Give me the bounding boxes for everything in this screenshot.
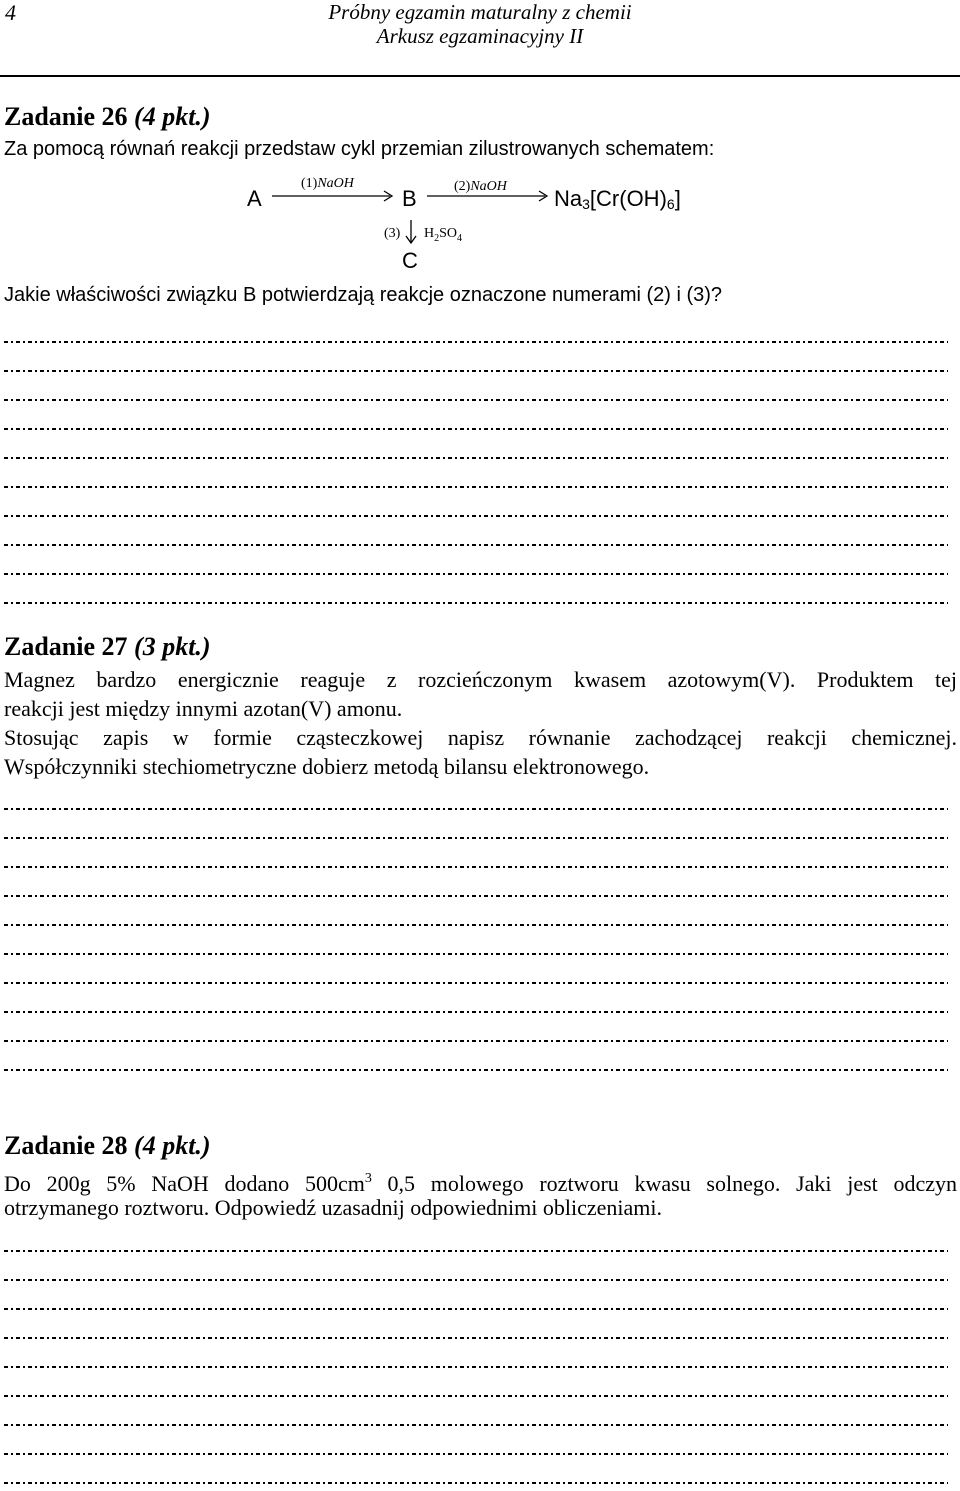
- answer-line[interactable]: [4, 866, 948, 868]
- answer-line[interactable]: [4, 544, 948, 546]
- task26-intro: Za pomocą równań reakcji przedstaw cykl przemian zilustrowanych schematem:: [4, 138, 715, 160]
- answer-line[interactable]: [4, 457, 948, 459]
- answer-line[interactable]: [4, 602, 948, 604]
- answer-line[interactable]: [4, 341, 948, 343]
- answer-line[interactable]: [4, 1250, 948, 1252]
- arrow-2-label: (2)NaOH: [454, 179, 507, 194]
- arrow-3-number: (3): [384, 226, 401, 241]
- answer-line[interactable]: [4, 808, 948, 810]
- task28-line-2: otrzymanego roztworu. Odpowiedź uzasadnij odpowiednimi obliczeniami.: [4, 1195, 662, 1220]
- answer-line[interactable]: [4, 1453, 948, 1455]
- answer-line[interactable]: [4, 1040, 948, 1042]
- answer-line[interactable]: [4, 1279, 948, 1281]
- arrow-3-icon: [403, 220, 419, 246]
- answer-line[interactable]: [4, 428, 948, 430]
- scheme-node-b: B: [402, 186, 417, 211]
- answer-line[interactable]: [4, 1424, 948, 1426]
- exam-title: Próbny egzamin maturalny z chemii: [328, 0, 632, 24]
- header-divider: [0, 75, 960, 77]
- task27-line-3: Stosując zapis w formie cząsteczkowej napisz równanie zachodzącej reakcji chemicznej.: [4, 725, 957, 750]
- answer-line[interactable]: [4, 399, 948, 401]
- arrow-3-reagent: $H_2SO_4$: [424, 226, 463, 244]
- answer-line[interactable]: [4, 1308, 948, 1310]
- answer-line[interactable]: [4, 1366, 948, 1368]
- scheme-node-c: C: [402, 248, 418, 273]
- exam-subtitle: Arkusz egzaminacyjny II: [376, 24, 584, 48]
- task27-title: Zadanie 27 (3 pkt.): [4, 632, 211, 661]
- scheme-product: $Na_3[Cr(OH)_6]$: [554, 186, 681, 212]
- arrow-1-label: (1)NaOH: [301, 176, 354, 191]
- answer-line[interactable]: [4, 1482, 948, 1484]
- page-number: 4: [5, 0, 16, 25]
- answer-line[interactable]: [4, 1337, 948, 1339]
- task27-line-4: Współczynniki stechiometryczne dobierz metodą bilansu elektronowego.: [4, 754, 650, 779]
- task28-title: Zadanie 28 (4 pkt.): [4, 1131, 211, 1160]
- answer-line[interactable]: [4, 953, 948, 955]
- answer-line[interactable]: [4, 1395, 948, 1397]
- task27-line-2: reakcji jest między innymi azotan(V) amonu.: [4, 696, 403, 721]
- task26-title: Zadanie 26 (4 pkt.): [4, 102, 211, 131]
- answer-line[interactable]: [4, 924, 948, 926]
- answer-line[interactable]: [4, 486, 948, 488]
- scheme-node-a: A: [247, 186, 262, 211]
- answer-line[interactable]: [4, 515, 948, 517]
- answer-line[interactable]: [4, 982, 948, 984]
- task28-line-1: Do 200g 5% NaOH dodano $500cm^3$ 0,5 molowego roztworu kwasu solnego. Jaki jest odczyn: [4, 1171, 957, 1196]
- answer-line[interactable]: [4, 370, 948, 372]
- task27-line-1: Magnez bardzo energicznie reaguje z rozcieńczonym kwasem azotowym(V). Produktem tej: [4, 667, 957, 692]
- answer-line[interactable]: [4, 1069, 948, 1071]
- task26-question: Jakie właściwości związku B potwierdzają reakcje oznaczone numerami (2) i (3)?: [4, 284, 723, 306]
- answer-line[interactable]: [4, 895, 948, 897]
- answer-line[interactable]: [4, 1011, 948, 1013]
- answer-line[interactable]: [4, 573, 948, 575]
- answer-line[interactable]: [4, 837, 948, 839]
